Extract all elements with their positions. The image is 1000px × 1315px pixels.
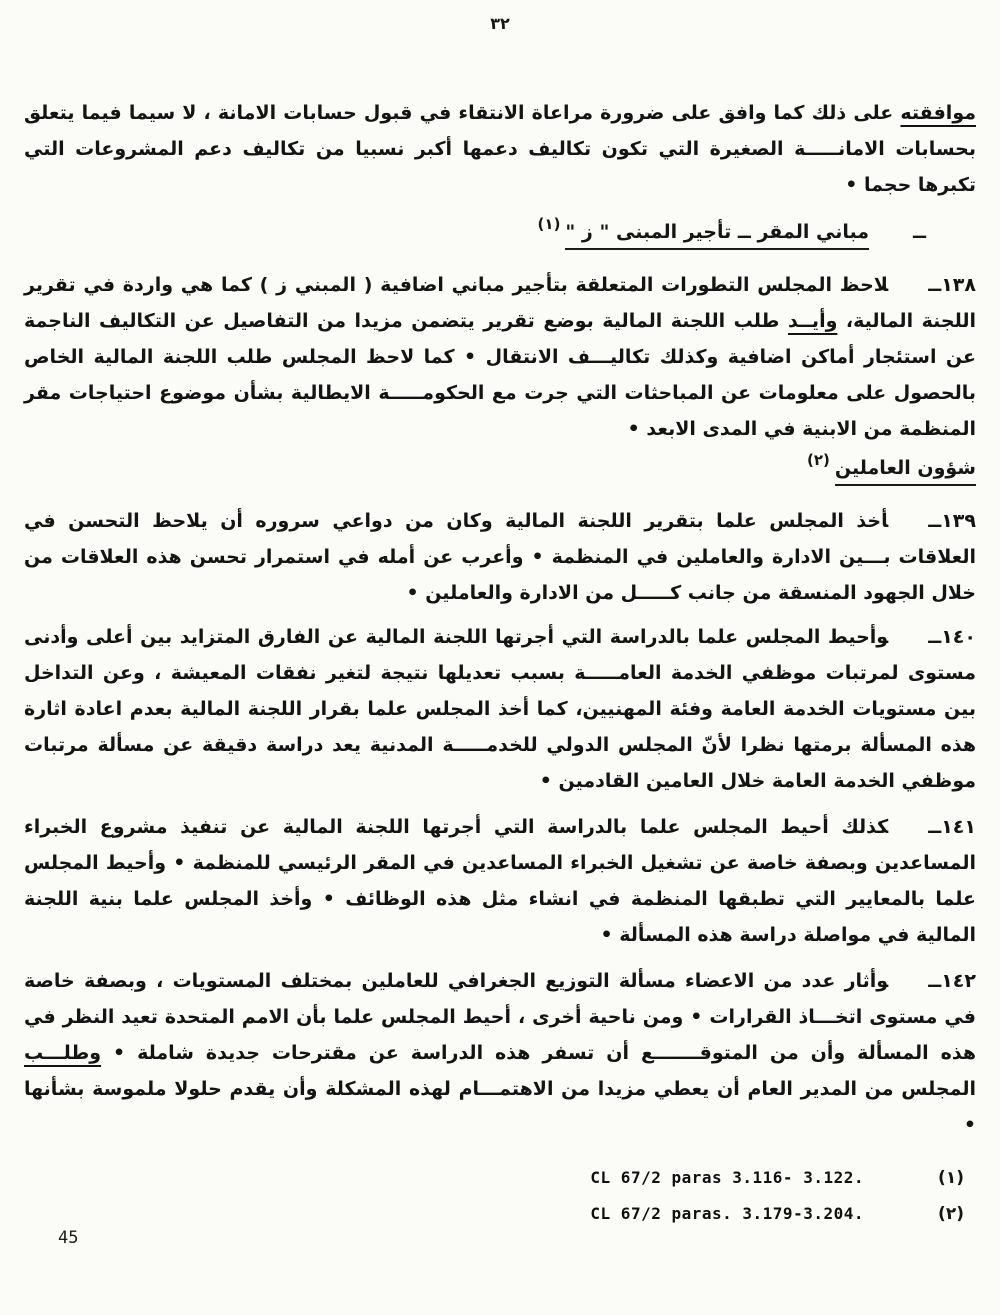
footnote-number: (٢) [938,1204,964,1224]
heading-title: شؤون العاملين [835,457,976,486]
footnote-ref-1: (١) [537,215,561,233]
heading-title: مباني المقر ــ تأجير المبنى " ز " [565,221,869,250]
paragraph-text: وأحيط المجلس علما بالدراسة التي أجرتها اللجنة المالية عن الفارق المتزايد بين أعلى وأدنى مستوى لمرتبات موظفي الخدمة العامـــــة بسبب تعديلها نتيجة لتغير نفقات المعيشة ، وعن التداخل بين مستويات الخدمة العامة وفئة المهنيين، كما أخذ المجلس علما بقرار اللجنة المالية بعدم اعادة اثارة هذه المسألة برمتها نظرا لأنّ المجلس الدولي للخدمـــــة المدنية يعد دراسة دقيقة عن مسألة مرتبات موظفي الخدمة العامة خلال العامين القادمين • [24,626,976,792]
paragraph-text: أخذ المجلس علما بتقرير اللجنة المالية وكان من دواعي سروره أن يلاحظ التحسن في العلاقات بـــين الادارة والعاملين في المنظمة • وأعرب عن أمله في استمرار تحسن هذه العلاقات من خلال الجهود المنسقة من جانب كـــــل من الادارة والعاملين • [24,510,976,604]
paragraph-text: وأثار عدد من الاعضاء مسألة التوزيع الجغرافي للعاملين بمختلف المستويات ، وبصفة خاصة في مستوى اتخـــاذ القرارات • ومن ناحية أخرى ، أحيط المجلس علما بأن الامم المتحدة تعيد النظر في هذه المسألة وأن من المتوقـــــــع أن تسفر هذه الدراسة عن مقترحات جديدة شاملة • [24,970,976,1064]
footnote-ref-2: (٢) [807,451,830,469]
underlined-word: وطلـــب [24,1042,102,1064]
paragraph-continuation [24,95,976,203]
footnote-1 [590,1168,964,1188]
paragraph-number: ١٤١ــ [928,816,976,838]
paragraph-text: المجلس من المدير العام أن يعطي مزيدا من الاهتمـــام لهذه المشكلة وأن يقدم حلولا ملموسة بشأنها • [24,1078,976,1136]
page-number-bottom: 45 [58,1228,79,1248]
paragraph-number: ١٣٨ــ [928,274,976,296]
paragraph-number: ١٣٩ــ [928,510,976,532]
paragraph-142 [24,963,976,1143]
paragraph-text: كذلك أحيط المجلس علما بالدراسة التي أجرتها اللجنة المالية عن تنفيذ مشروع الخبراء المساعدين وبصفة خاصة عن تشغيل الخبراء المساعدين في المقر الرئيسي للمنظمة • وأحيط المجلس علما بالمعايير التي تطبقها المنظمة في انشاء مثل هذه الوظائف • وأخذ المجلس علما بنية اللجنة المالية في مواصلة دراسة هذه المسألة • [24,816,976,946]
paragraph-141 [24,809,976,953]
page-number-top: ٣٢ [490,14,510,33]
paragraph-138 [24,267,976,447]
footnote-citation: CL 67/2 paras 3.116- 3.122. [590,1168,864,1187]
section-heading-buildings [24,215,976,243]
section-heading-staff [24,451,976,479]
underlined-word: موافقته [900,102,976,124]
paragraph-text: على ذلك كما وافق على ضرورة مراعاة الانتقاء في قبول حسابات الامانة ، لا سيما فيما يتعلق بحسابات الامانـــــة الصغيرة التي تكون تكاليف دعمها أكبر نسبيا من تكاليف دعم المشروعات التي تكبرها حجما • [24,102,976,196]
footnote-citation: CL 67/2 paras. 3.179-3.204. [590,1204,864,1223]
paragraph-number: ١٤٠ــ [928,626,976,648]
document-body [24,95,976,1143]
paragraph-text: لاحظ المجلس التطورات المتعلقة بتأجير مباني اضافية ( المبني ز ) كما هي واردة في تقرير اللجنة المالية، [24,274,976,332]
footnotes-block [590,1168,964,1240]
paragraph-number: ١٤٢ــ [928,970,976,992]
heading-dash: ــ [913,221,926,243]
paragraph-140 [24,619,976,799]
heading-title-wrap [537,215,869,243]
paragraph-139 [24,503,976,611]
underlined-word: وأيــد [787,310,838,332]
paragraph-text: طلب اللجنة المالية بوضع تقرير يتضمن مزيدا من التفاصيل عن التكاليف الناجمة عن استئجار أماكن اضافية وكذلك تكاليـــف الانتقال • كما لاحظ المجلس طلب اللجنة المالية الخاص بالحصول على معلومات عن المباحثات التي جرت مع الحكومـــــة الايطالية بشأن موضوع احتياجات مقر المنظمة من الابنية في المدى الابعد • [24,310,976,440]
footnote-number: (١) [938,1168,964,1188]
footnote-2 [590,1204,964,1224]
